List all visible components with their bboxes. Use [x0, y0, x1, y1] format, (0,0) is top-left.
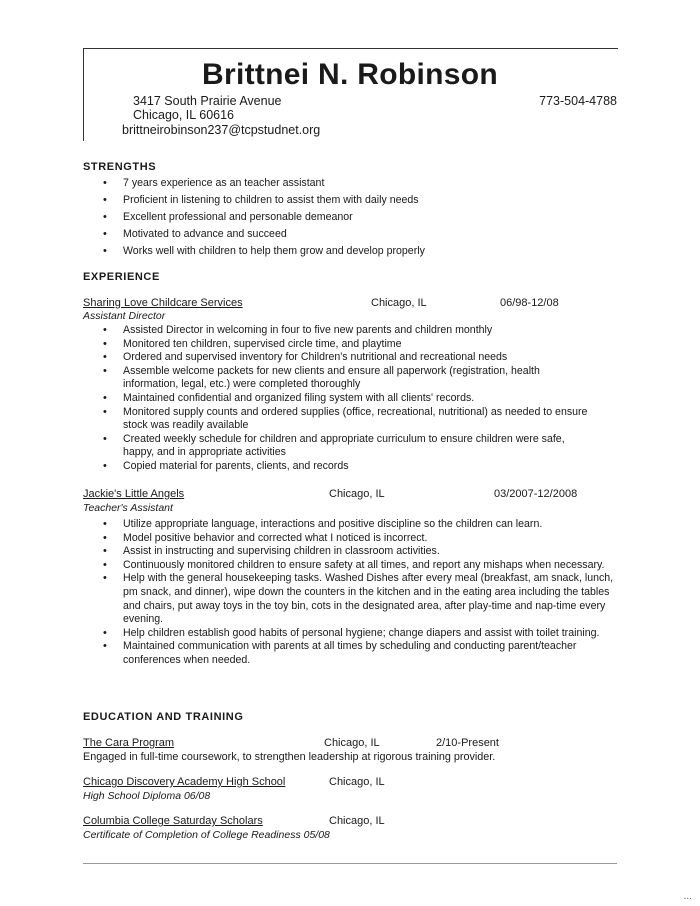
list-item: • Utilize appropriate language, interactions and positive discipline so the children can learn. [103, 518, 543, 530]
edu-2-detail: High School Diploma 06/08 [83, 790, 211, 802]
bullet-icon: • [103, 558, 107, 571]
bullet-icon: • [103, 244, 107, 257]
list-item: • Proficient in listening to children to assist them with daily needs [103, 193, 419, 206]
job-1-location: Chicago, IL [371, 297, 427, 309]
email-address: brittneirobinson237@tcpstudnet.org [122, 123, 321, 137]
bullet-icon: • [103, 432, 107, 445]
list-item: • Monitored supply counts and ordered supplies (office, recreational, nutritional) as needed to ensure stock was readily available [103, 405, 588, 432]
job-2-dates: 03/2007-12/2008 [494, 488, 578, 500]
candidate-name: Brittnei N. Robinson [202, 58, 498, 91]
bullet-icon: • [103, 518, 107, 530]
bullet-icon: • [103, 405, 107, 418]
strengths-heading: STRENGTHS [83, 161, 157, 173]
list-item: • Motivated to advance and succeed [103, 227, 287, 240]
bullet-icon: • [103, 177, 107, 189]
job-1-duties [103, 324, 593, 474]
address-line-2: Chicago, IL 60616 [133, 108, 235, 122]
list-item: • Maintained confidential and organized filing system with all clients' records. [103, 391, 475, 404]
experience-heading: EXPERIENCE [83, 271, 160, 283]
bullet-icon: • [103, 210, 107, 223]
list-item: • Model positive behavior and corrected what I noticed is incorrect. [103, 531, 428, 544]
edu-2-location: Chicago, IL [329, 776, 385, 788]
job-2-role: Teacher's Assistant [83, 502, 173, 514]
list-item: • Assisted Director in welcoming in four to five new parents and children monthly [103, 324, 493, 336]
list-item: • Maintained communication with parents at all times by scheduling and conducting parent/teacher conferences when needed. [103, 640, 577, 666]
corner-mark: ... [683, 891, 692, 902]
address-line-1: 3417 South Prairie Avenue [133, 94, 282, 108]
job-2-duties [103, 518, 623, 668]
bullet-icon: • [103, 572, 107, 585]
edu-3-location: Chicago, IL [329, 815, 385, 827]
list-item: • Excellent professional and personable demeanor [103, 210, 353, 223]
phone-number: 773-504-4788 [539, 94, 617, 108]
bullet-icon: • [103, 337, 107, 350]
edu-1-location: Chicago, IL [324, 737, 380, 749]
edu-3-detail: Certificate of Completion of College Readiness 05/08 [83, 829, 330, 841]
list-item: • Assemble welcome packets for new clients and ensure all paperwork (registration, health information, legal, etc.) were completed thoroughly [103, 364, 540, 391]
list-item: • Help with the general housekeeping tasks. Washed Dishes after every meal (breakfast, am snack, lunch, pm snack, and dinner), wipe down the counters in the kitchen and in the eating area including the tables and chairs, put away toys in the toy bin, cots in the designated area, after play-time and nap-time every evening. [103, 572, 614, 626]
bullet-icon: • [103, 351, 107, 364]
job-2-employer: Jackie's Little Angels [83, 488, 185, 500]
job-1-dates: 06/98-12/08 [500, 297, 559, 309]
bullet-icon: • [103, 640, 107, 653]
list-item: • Ordered and supervised inventory for Children's nutritional and recreational needs [103, 351, 508, 364]
bullet-icon: • [103, 626, 107, 639]
list-item: • Continuously monitored children to ensure safety at all times, and report any mishaps when necessary. [103, 558, 605, 571]
bullet-icon: • [103, 531, 107, 544]
edu-3-name: Columbia College Saturday Scholars [83, 815, 263, 827]
strengths-list [103, 177, 425, 261]
edu-1-name: The Cara Program [83, 737, 175, 749]
bullet-icon: • [103, 364, 107, 377]
job-1-role: Assistant Director [83, 310, 166, 322]
list-item: • Help children establish good habits of personal hygiene; change diapers and assist with toilet training. [103, 626, 600, 639]
footer-divider [83, 863, 617, 864]
list-item: • Created weekly schedule for children and appropriate curriculum to ensure children were safe, happy, and in appropriate activities [103, 432, 565, 459]
list-item: • Monitored ten children, supervised circle time, and playtime [103, 337, 402, 350]
education-heading: EDUCATION AND TRAINING [83, 711, 244, 723]
edu-1-dates: 2/10-Present [436, 737, 499, 749]
bullet-icon: • [103, 227, 107, 240]
edu-2-name: Chicago Discovery Academy High School [83, 776, 286, 788]
list-item: • 7 years experience as an teacher assistant [103, 177, 325, 189]
edu-1-detail: Engaged in full-time coursework, to strengthen leadership at rigorous training provider. [83, 751, 496, 763]
list-item: • Assist in instructing and supervising children in classroom activities. [103, 545, 440, 558]
job-2-location: Chicago, IL [329, 488, 385, 500]
bullet-icon: • [103, 324, 107, 336]
job-1-employer: Sharing Love Childcare Services [83, 297, 243, 309]
bullet-icon: • [103, 391, 107, 404]
list-item: • Copied material for parents, clients, and records [103, 459, 349, 472]
bullet-icon: • [103, 459, 107, 472]
list-item: • Works well with children to help them grow and develop properly [103, 244, 425, 257]
bullet-icon: • [103, 193, 107, 206]
bullet-icon: • [103, 545, 107, 558]
